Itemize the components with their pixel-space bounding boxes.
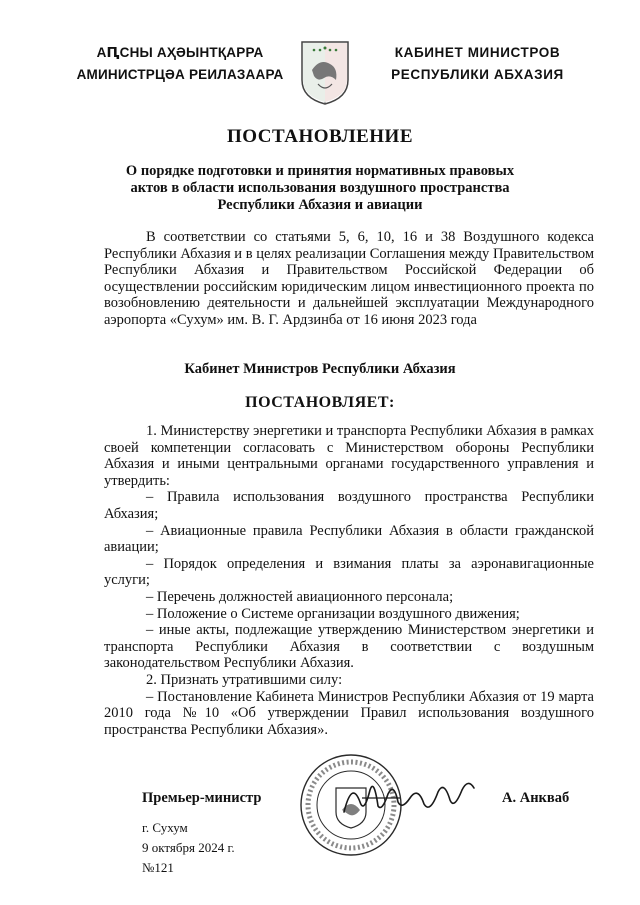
item-1-d: – Перечень должностей авиационного персонала; <box>146 588 454 605</box>
item-1-c: – Порядок определения и взимания платы за аэронавигационные услуги; <box>104 555 594 589</box>
letterhead-russian-line1: КАБИНЕТ МИНИСТРОВ <box>394 45 561 60</box>
letterhead-russian-line2: РЕСПУБЛИКИ АБХАЗИЯ <box>391 67 564 82</box>
item-1: 1. Министерству энергетики и транспорта Республики Абхазия в рамках своей компетенции согласовать с Министерством обороны Республики Абхазия и иными центральными органами государственного управления и утвердить: <box>104 423 594 489</box>
signer-position: Премьер-министр <box>142 790 262 806</box>
letterhead-abkhaz-line2: АМИНИСТРЦӘА РЕИЛАЗААРА <box>76 67 284 82</box>
subject-line-3: Республики Абхазия и авиации <box>217 197 423 213</box>
resolves-heading: ПОСТАНОВЛЯЕТ: <box>245 394 395 411</box>
item-1-e: – Положение о Системе организации воздушного движения; <box>146 605 520 622</box>
document-subject <box>120 163 520 214</box>
item-1-a: – Правила использования воздушного пространства Республики Абхазия; <box>104 489 594 522</box>
document-number: №121 <box>142 860 174 875</box>
signature-row <box>0 790 640 810</box>
subject-line-1: О порядке подготовки и принятия нормативных правовых <box>125 163 515 179</box>
item-2: 2. Признать утратившими силу: <box>146 671 343 688</box>
subject-line-2: актов в области использования воздушного пространства <box>130 180 510 196</box>
issuer-heading: Кабинет Министров Республики Абхазия <box>184 361 456 377</box>
letterhead <box>0 40 640 120</box>
item-2-a: – Постановление Кабинета Министров Республики Абхазия от 19 марта 2010 года №10 «Об утверждении Правил использования воздушного пространства Республики Абхазия». <box>104 688 594 738</box>
document-place: г. Сухум <box>142 820 188 835</box>
document-title: ПОСТАНОВЛЕНИЕ <box>226 126 414 147</box>
preamble-paragraph: В соответствии со статьями 5, 6, 10, 16 и 38 Воздушного кодекса Республики Абхазия и в целях реализации Соглашения между Правительством Республики Абхазия и Правительством Российской Федерации об осуществлении российским юридическим лицом инвестиционного проекта по возобновлению деятельности и дальнейшей эксплуатации Международного аэропорта «Сухум» им. В. Г. Ардзинба от 16 июня 2023 года <box>104 229 594 328</box>
abkhazia-coat-of-arms-icon <box>300 40 350 106</box>
item-1-f: – иные акты, подлежащие утверждению Министерством энергетики и транспорта Республики Абхазия в соответствии с воздушным законодательством Республики Абхазия. <box>104 622 594 672</box>
item-1-b: – Авиационные правила Республики Абхазия в области гражданской авиации; <box>104 522 594 556</box>
letterhead-abkhaz <box>70 42 290 86</box>
letterhead-russian <box>370 42 585 86</box>
letterhead-abkhaz-line1: АԤСНЫ АҲӘЫНТҚАРРА <box>96 45 264 60</box>
document-date: 9 октября 2024 г. <box>142 840 235 855</box>
signer-name: А. Анкваб <box>502 790 570 806</box>
resolution-body <box>104 423 594 738</box>
